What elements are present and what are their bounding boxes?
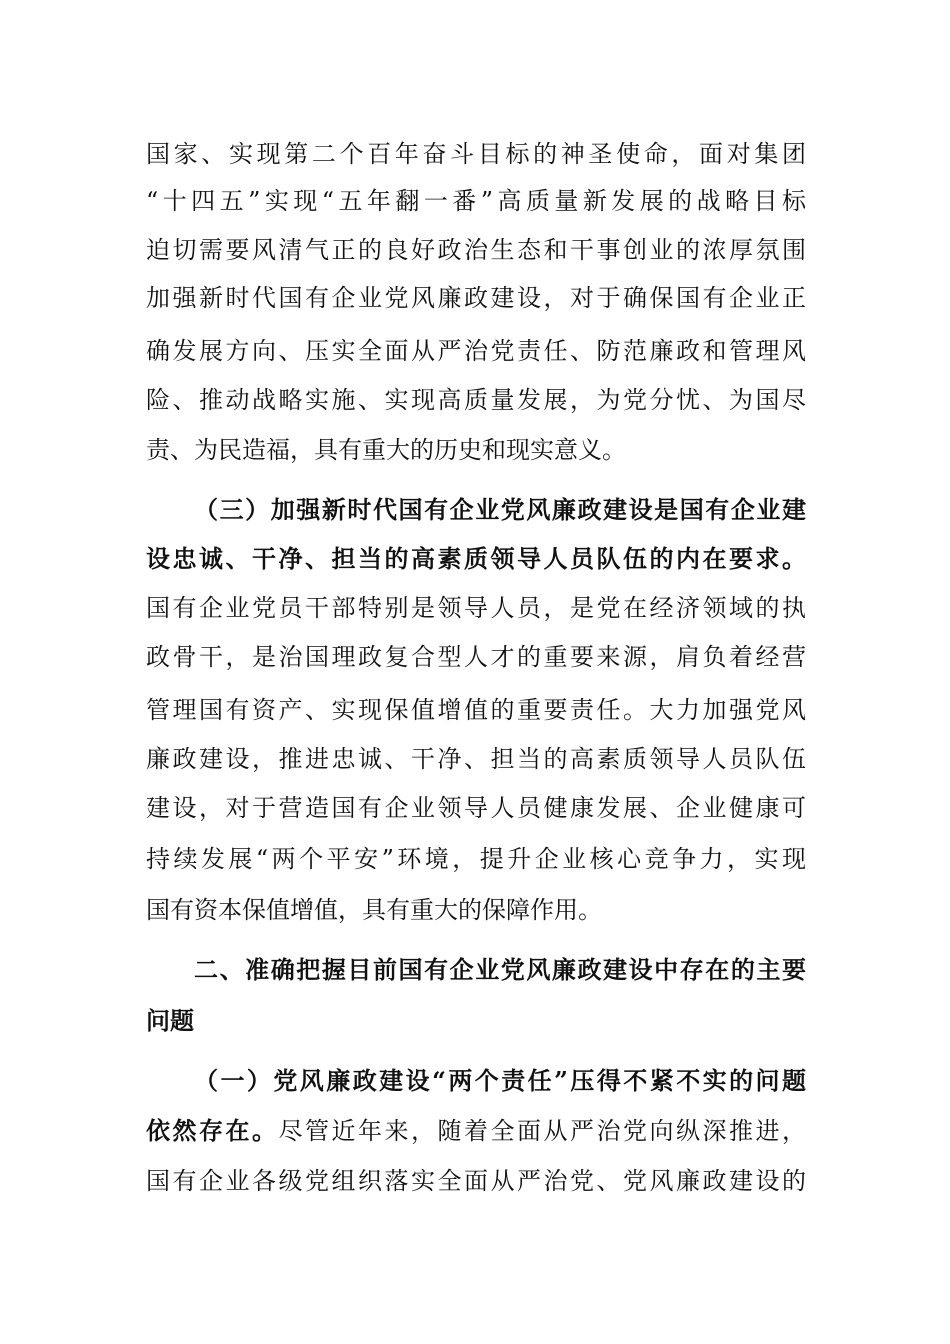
- paragraph-line: 建设，对于营造国有企业领导人员健康发展、企业健康可: [146, 794, 806, 822]
- paragraph-line: 廉政建设，推进忠诚、干净、担当的高素质领导人员队伍: [146, 745, 806, 773]
- section-heading-line: （一）党风廉政建设“两个责任”压得不紧不实的问题: [194, 1066, 806, 1095]
- paragraph-line: 国有企业各级党组织落实全面从严治党、党风廉政建设的: [146, 1167, 806, 1195]
- chapter-heading-line: 问题: [146, 1006, 194, 1035]
- paragraph-line: 加强新时代国有企业党风廉政建设，对于确保国有企业正: [146, 284, 806, 312]
- paragraph-line: 确发展方向、压实全面从严治党责任、防范廉政和管理风: [146, 337, 806, 365]
- paragraph-line: 政骨干，是治国理政复合型人才的重要来源，肩负着经营: [146, 643, 806, 671]
- paragraph-line: 责、为民造福，具有重大的历史和现实意义。: [146, 436, 626, 464]
- paragraph-line: 管理国有资产、实现保值增值的重要责任。大力加强党风: [146, 696, 806, 724]
- mixed-line: [146, 1111, 806, 1151]
- paragraph-line: “十四五”实现“五年翻一番”高质量新发展的战略目标: [146, 187, 806, 215]
- paragraph-line: 国家、实现第二个百年奋斗目标的神圣使命，面对集团: [146, 140, 806, 168]
- section-heading-line: （三）加强新时代国有企业党风廉政建设是国有企业建: [194, 495, 806, 524]
- paragraph-line: 国有企业党员干部特别是领导人员，是党在经济领域的执: [146, 594, 806, 622]
- paragraph-line: 国有资本保值增值，具有重大的保障作用。: [146, 896, 602, 924]
- section-heading-line: 设忠诚、干净、担当的高素质领导人员队伍的内在要求。: [146, 544, 806, 573]
- paragraph-line: 迫切需要风清气正的良好政治生态和干事创业的浓厚氛围: [146, 236, 806, 264]
- chapter-heading-line: 二、准确把握目前国有企业党风廉政建设中存在的主要: [194, 955, 806, 984]
- section-heading-tail: 依然存在。: [146, 1116, 279, 1145]
- paragraph-line: 险、推动战略实施、实现高质量发展，为党分忧、为国尽: [146, 386, 806, 414]
- paragraph-line: 持续发展“两个平安”环境，提升企业核心竞争力，实现: [146, 845, 806, 873]
- paragraph-text: 尽管近年来，随着全面从严治党向纵深推进，: [278, 1117, 806, 1145]
